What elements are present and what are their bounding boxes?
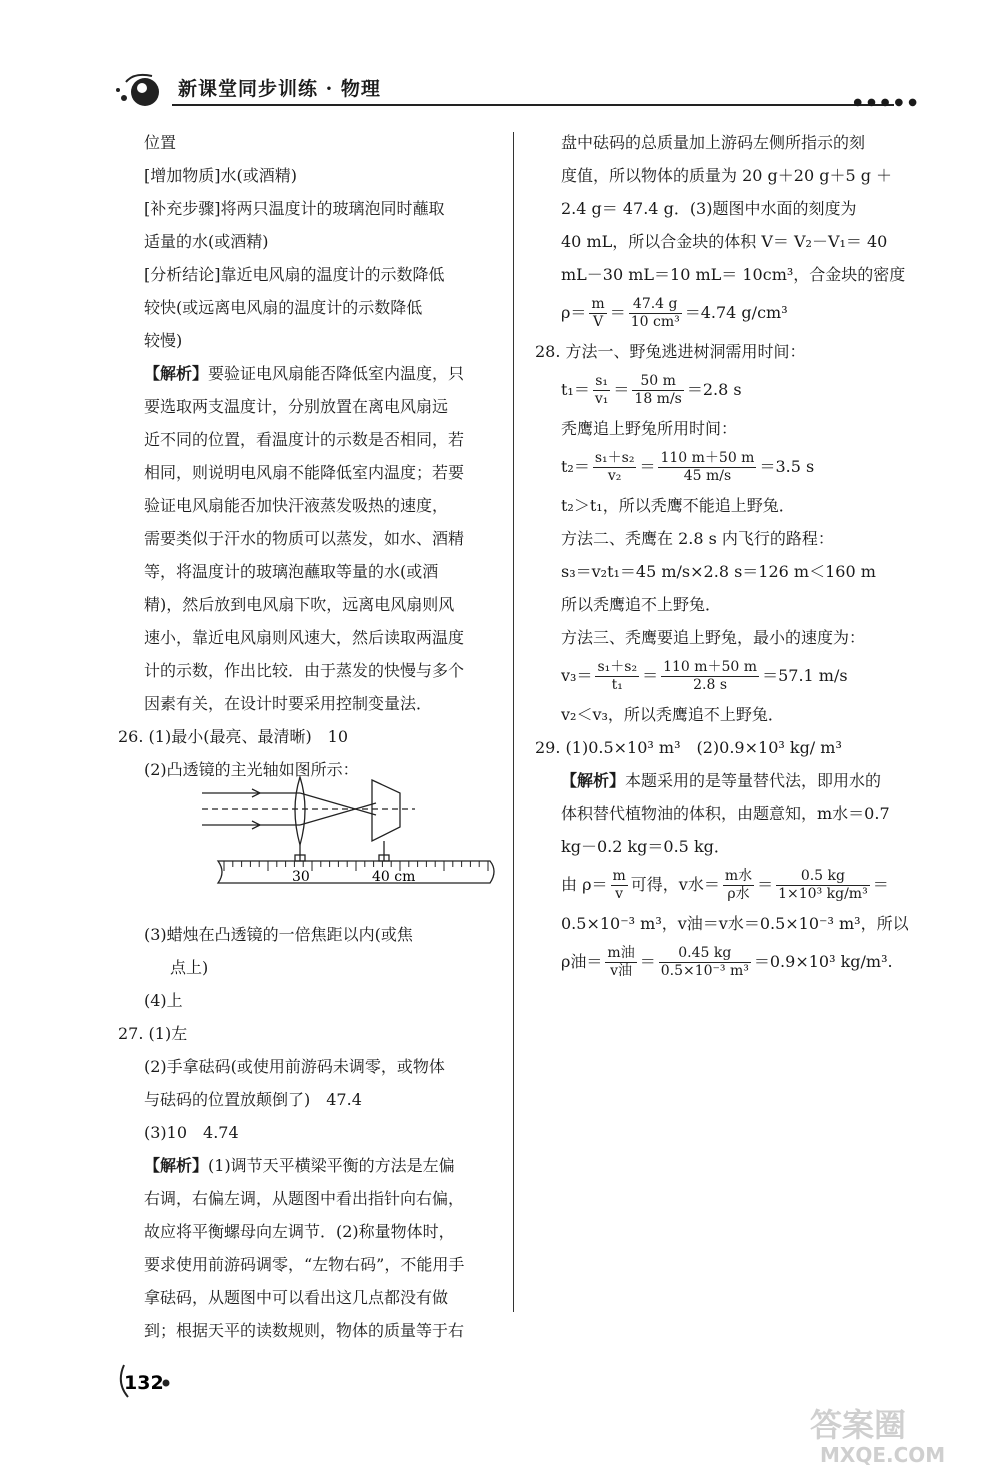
denominator: 18 m/s: [634, 391, 682, 407]
text-line: 右调，右偏左调，从题图中看出指针向右偏，: [144, 1189, 465, 1208]
text-line: 要求使用前游码调零，“左物右码”，不能用手: [144, 1255, 465, 1274]
text-line: 度值，所以物体的质量为 20 g＋20 g＋5 g ＋: [561, 166, 893, 185]
header-rule: [172, 104, 894, 106]
eq-part: t₁＝: [561, 380, 590, 399]
fraction: [632, 373, 683, 408]
denominator: v油: [610, 963, 633, 979]
t2-equation: [535, 445, 915, 489]
fraction: [605, 945, 636, 980]
text-line: 秃鹰追上野兔所用时间：: [561, 419, 738, 438]
left-column: [118, 126, 498, 1347]
text-line: (4)上: [144, 991, 183, 1010]
fraction: [589, 296, 606, 331]
question-26-line: 26. (1)最小(最亮、最清晰) 10: [118, 727, 349, 746]
denominator: ρ水: [727, 886, 750, 902]
numerator: m: [591, 296, 605, 312]
text-line: [增加物质]水(或酒精): [144, 166, 297, 185]
text-line: 验证电风扇能否加快汗液蒸发吸热的速度，: [144, 496, 449, 515]
eq-part: ＝: [639, 952, 656, 971]
numerator: m油: [607, 945, 635, 961]
fraction: [593, 450, 637, 485]
text-line: v₂＜v₃，所以秃鹰追不上野兔．: [561, 705, 784, 724]
eq-part: ＝2.8 s: [686, 380, 742, 399]
text-line: 0.5×10⁻³ m³，v油＝v水＝0.5×10⁻³ m³，所以: [561, 914, 909, 933]
text-span: 要验证电风扇能否降低室内温度，只: [208, 364, 465, 383]
analysis-line: [118, 357, 498, 390]
text-line: (2)凸透镜的主光轴如图所示：: [144, 760, 359, 779]
convex-lens-figure: [200, 775, 500, 895]
question-27-line: 27. (1)左: [118, 1024, 188, 1043]
eq-part: ＝: [757, 875, 774, 894]
analysis-tag: 【解析】: [144, 1156, 209, 1175]
fraction: [658, 450, 756, 485]
eq-part: 由 ρ＝: [561, 875, 608, 894]
figure-label-30: 30: [292, 869, 310, 885]
text-span: 本题采用的是等量替代法，即用水的: [625, 771, 882, 790]
page-number: 132: [124, 1372, 164, 1394]
text-line: t₂＞t₁，所以秃鹰不能追上野兔．: [561, 496, 795, 515]
text-line: 方法三、秃鹰要追上野兔，最小的速度为：: [561, 628, 866, 647]
denominator: v₂: [607, 468, 622, 484]
eq-part: ＝4.74 g/cm³: [684, 303, 788, 322]
text-line: 所以秃鹰追不上野兔．: [561, 595, 722, 614]
t1-equation: [535, 368, 915, 412]
analysis-line: [535, 764, 915, 797]
text-line: 体积替代植物油的体积，由题意知，m水＝0.7: [561, 804, 890, 823]
numerator: 47.4 g: [629, 296, 682, 314]
text-line: 到；根据天平的读数规则，物体的质量等于右: [144, 1321, 465, 1340]
denominator: 10 cm³: [630, 314, 680, 330]
text-line: 位置: [144, 133, 177, 152]
text-line: [补充步骤]将两只温度计的玻璃泡同时蘸取: [144, 199, 445, 218]
eq-part: ＝0.9×10³ kg/m³.: [753, 952, 893, 971]
eq-part: ＝: [642, 666, 659, 685]
fraction: [611, 868, 628, 903]
denominator: 1×10³ kg/m³: [778, 886, 868, 902]
text-line: 因素有关，在设计时要采用控制变量法．: [144, 694, 433, 713]
density-equation: [535, 291, 915, 335]
text-line: 需要类似于汗水的物质可以蒸发，如水、酒精: [144, 529, 465, 548]
analysis-line: [118, 1149, 498, 1182]
text-line: 相同，则说明电风扇不能降低室内温度；若要: [144, 463, 465, 482]
text-line: 点上): [170, 958, 209, 977]
oil-density-equation: [535, 940, 915, 984]
eq-part: t₂＝: [561, 457, 590, 476]
watermark-bottom-text: MXQE.COM: [820, 1443, 946, 1466]
numerator: m: [612, 868, 626, 884]
numerator: 110 m＋50 m: [663, 659, 758, 675]
column-divider: [513, 132, 514, 1312]
fraction: [629, 296, 682, 331]
text-line: 等，将温度计的玻璃泡蘸取等量的水(或酒: [144, 562, 439, 581]
analysis-tag: 【解析】: [561, 771, 626, 790]
water-volume-equation: [535, 863, 915, 907]
page-header: [112, 66, 922, 116]
denominator: V: [593, 314, 604, 330]
eq-part: ＝: [872, 875, 889, 894]
text-line: (2)手拿砝码(或使用前游码未调零，或物体: [144, 1057, 445, 1076]
text-line: 速小，靠近电风扇则风速大，然后读取两温度: [144, 628, 465, 647]
text-line: 2.4 g＝ 47.4 g．(3)题图中水面的刻度为: [561, 199, 857, 218]
text-line: kg－0.2 kg＝0.5 kg．: [561, 837, 730, 856]
text-line: 拿砝码，从题图中可以看出这几点都没有做: [144, 1288, 449, 1307]
text-line: s₃＝v₂t₁＝45 m/s×2.8 s＝126 m＜160 m: [561, 562, 876, 581]
text-line: 故应将平衡螺母向左调节．(2)称量物体时，: [144, 1222, 455, 1241]
denominator: 2.8 s: [693, 677, 728, 693]
figure-label-40cm: 40 cm: [372, 869, 416, 885]
eq-part: ＝3.5 s: [759, 457, 815, 476]
text-line: 盘中砝码的总质量加上游码左侧所指示的刻: [561, 133, 866, 152]
text-line: 较慢): [144, 331, 183, 350]
numerator: 50 m: [632, 373, 683, 391]
text-line: 要选取两支温度计，分别放置在离电风扇远: [144, 397, 449, 416]
numerator: s₁: [593, 373, 611, 391]
watermark-top-text: 答案圈: [810, 1406, 907, 1444]
text-line: 较快(或远离电风扇的温度计的示数降低: [144, 298, 423, 317]
analysis-tag: 【解析】: [144, 364, 209, 383]
text-line: 精)，然后放到电风扇下吹，远离电风扇则风: [144, 595, 455, 614]
eq-part: ＝: [613, 380, 630, 399]
eq-part: ＝: [639, 457, 656, 476]
text-line: (3)蜡烛在凸透镜的一倍焦距以内(或焦: [144, 925, 413, 944]
eq-part: ρ＝: [561, 303, 587, 322]
page-number-badge: [116, 1357, 176, 1401]
fraction: [661, 659, 759, 694]
numerator: m水: [724, 868, 753, 884]
book-logo-icon: [112, 68, 172, 112]
header-title: 新课堂同步训练 · 物理: [178, 78, 381, 100]
v3-equation: [535, 654, 915, 698]
watermark-logo: [790, 1400, 990, 1466]
right-column: [535, 126, 915, 984]
denominator: t₁: [611, 677, 623, 693]
denominator: 0.5×10⁻³ m³: [660, 963, 749, 979]
header-dots: ●●●●●: [853, 97, 922, 108]
numerator: 0.5 kg: [776, 868, 870, 886]
denominator: v: [615, 886, 624, 902]
eq-part: 可得，v水＝: [630, 875, 720, 894]
text-span: (1)调节天平横梁平衡的方法是左偏: [208, 1156, 455, 1175]
fraction: [593, 373, 611, 408]
text-line: 与砝码的位置放颠倒了) 47.4: [144, 1090, 362, 1109]
text-line: mL－30 mL＝10 mL＝ 10cm³，合金块的密度: [561, 265, 906, 284]
eq-part: v₃＝: [561, 666, 593, 685]
fraction: [595, 659, 639, 694]
text-line: (3)10 4.74: [144, 1123, 239, 1142]
eq-part: ＝: [609, 303, 626, 322]
numerator: 0.45 kg: [659, 945, 751, 963]
question-28-line: 28. 方法一、野兔逃进树洞需用时间：: [535, 342, 806, 361]
denominator: 45 m/s: [683, 468, 732, 484]
numerator: s₁＋s₂: [594, 450, 635, 466]
text-line: 近不同的位置，看温度计的示数是否相同，若: [144, 430, 465, 449]
text-line: 方法二、秃鹰在 2.8 s 内飞行的路程：: [561, 529, 834, 548]
eq-part: ＝57.1 m/s: [762, 666, 848, 685]
fraction: [723, 868, 754, 903]
numerator: s₁＋s₂: [597, 659, 638, 675]
text-line: 40 mL，所以合金块的体积 V＝ V₂－V₁＝ 40: [561, 232, 888, 251]
question-29-line: 29. (1)0.5×10³ m³ (2)0.9×10³ kg/ m³: [535, 738, 842, 757]
numerator: 110 m＋50 m: [660, 450, 755, 466]
denominator: v₁: [594, 391, 609, 407]
text-line: [分析结论]靠近电风扇的温度计的示数降低: [144, 265, 445, 284]
text-line: 计的示数，作出比较．由于蒸发的快慢与多个: [144, 661, 465, 680]
fraction: [659, 945, 751, 980]
text-line: 适量的水(或酒精): [144, 232, 269, 251]
eq-part: ρ油＝: [561, 952, 603, 971]
fraction: [776, 868, 870, 903]
